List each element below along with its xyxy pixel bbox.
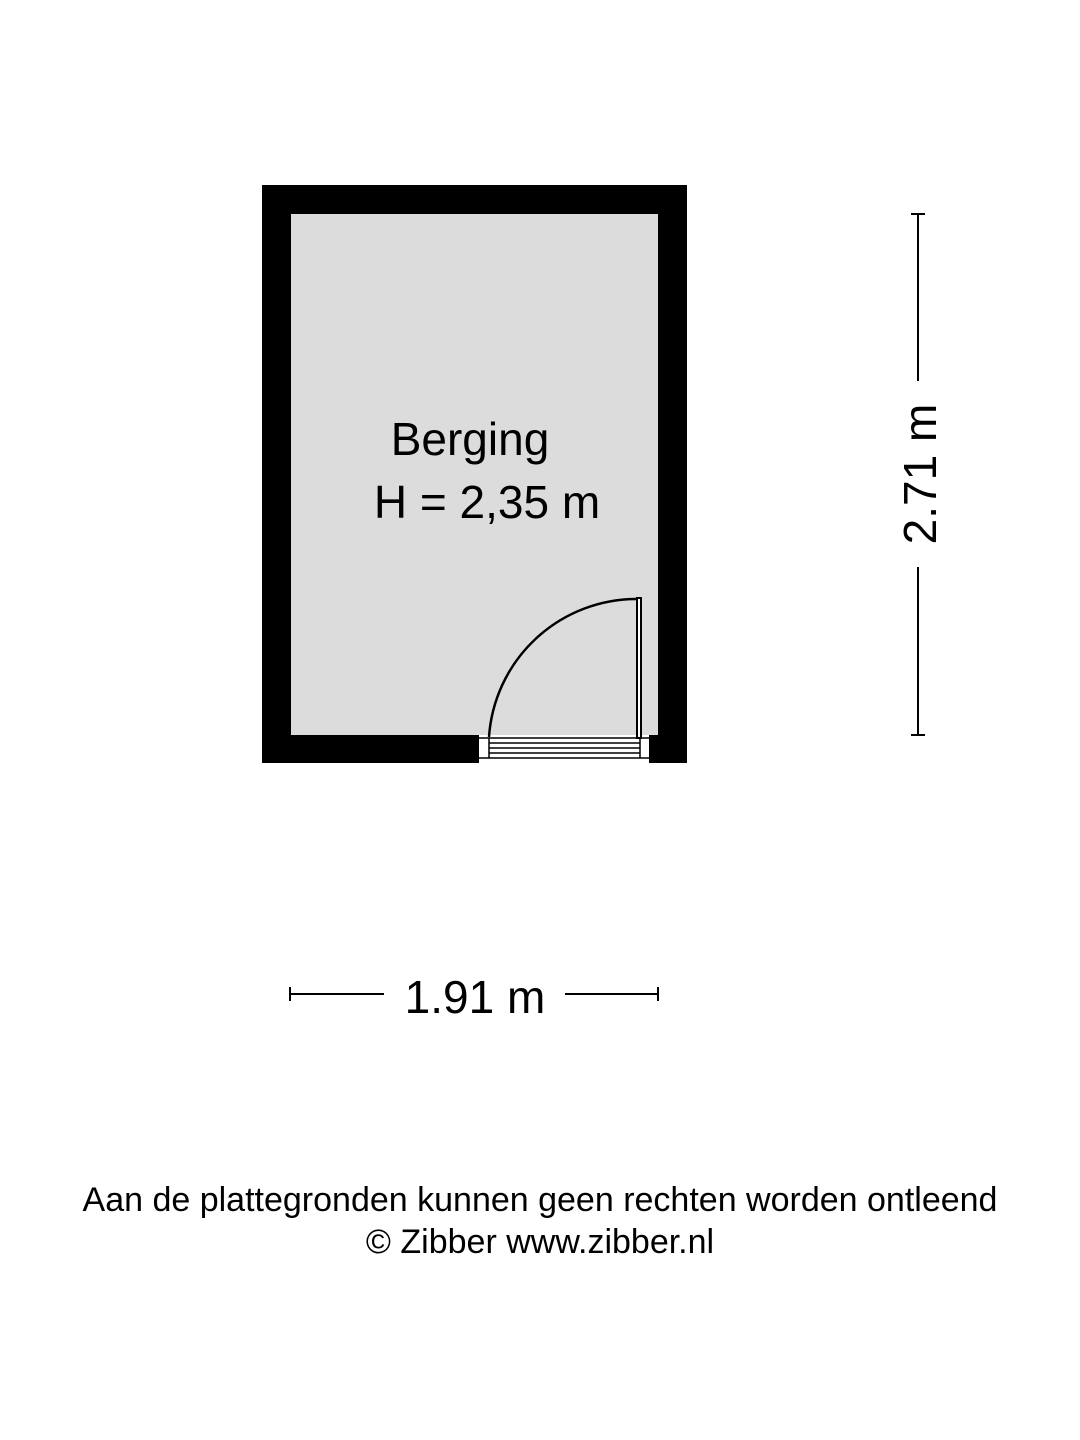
depth-dimension-label: 2.71 m (894, 403, 946, 545)
door-jamb-left (475, 735, 479, 763)
door-opening (475, 735, 653, 763)
room-floor (291, 214, 658, 735)
door-leaf (637, 598, 641, 738)
width-dimension-label: 1.91 m (404, 971, 546, 1023)
door-jamb-right (649, 735, 653, 763)
copyright-text: © Zibber www.zibber.nl (365, 1223, 715, 1261)
room-name: Berging (390, 413, 550, 465)
disclaimer-text: Aan de plattegronden kunnen geen rechten worden ontleend (82, 1181, 998, 1219)
room-height: H = 2,35 m (373, 476, 601, 528)
